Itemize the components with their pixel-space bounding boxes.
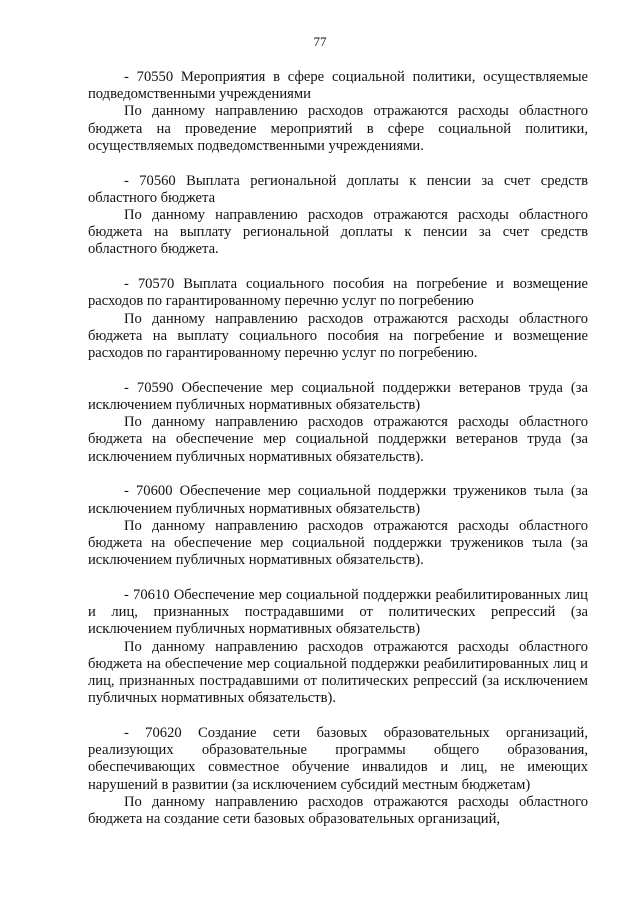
page-number: 77 — [313, 34, 327, 49]
section-70570 — [88, 276, 588, 362]
section-body: По данному направлению расходов отражаются расходы областного бюджета на создание сети базовых образовательных организаций, — [88, 793, 588, 828]
section-70600 — [88, 483, 588, 569]
document-body — [88, 69, 588, 828]
section-70590 — [88, 380, 588, 466]
section-heading: - 70550 Мероприятия в сфере социальной политики, осуществляемые подведомственными учреждениями — [88, 69, 588, 103]
section-body: По данному направлению расходов отражаются расходы областного бюджета на обеспечение мер социальной поддержки тружеников тыла (за исключением публичных нормативных обязательств). — [88, 517, 588, 569]
section-body: По данному направлению расходов отражаются расходы областного бюджета на выплату социального пособия на погребение и возмещение расходов по гарантированному перечню услуг по погребению. — [88, 310, 588, 362]
section-70620 — [88, 725, 588, 828]
section-70550 — [88, 69, 588, 155]
section-70560 — [88, 173, 588, 259]
section-70610 — [88, 587, 588, 707]
section-heading: - 70610 Обеспечение мер социальной поддержки реабилитированных лиц и лиц, признанных пострадавшими от политических репрессий (за исключением публичных нормативных обязательств) — [88, 587, 588, 638]
section-body: По данному направлению расходов отражаются расходы областного бюджета на проведение мероприятий в сфере социальной политики, осуществляемых подведомственными учреждениями. — [88, 103, 588, 154]
section-body: По данному направлению расходов отражаются расходы областного бюджета на обеспечение мер социальной поддержки реабилитированных лиц и лиц, признанных пострадавшими от политических репрессий (за исключением публичных нормативных обязательств). — [88, 638, 588, 707]
section-body: По данному направлению расходов отражаются расходы областного бюджета на обеспечение мер социальной поддержки ветеранов труда (за исключением публичных нормативных обязательств). — [88, 414, 588, 465]
section-heading: - 70570 Выплата социального пособия на погребение и возмещение расходов по гарантированному перечню услуг по погребению — [88, 276, 588, 310]
section-body: По данному направлению расходов отражаются расходы областного бюджета на выплату региональной доплаты к пенсии за счет средств областного бюджета. — [88, 207, 588, 258]
section-heading: - 70620 Создание сети базовых образовательных организаций, реализующих образовательные программы общего образования, обеспечивающих совместное обучение инвалидов и лиц, не имеющих нарушений в развитии (за исключением субсидий местным бюджетам) — [88, 725, 588, 793]
section-heading: - 70560 Выплата региональной доплаты к пенсии за счет средств областного бюджета — [88, 172, 588, 206]
section-heading: - 70590 Обеспечение мер социальной поддержки ветеранов труда (за исключением публичных нормативных обязательств) — [88, 379, 588, 414]
section-heading: - 70600 Обеспечение мер социальной поддержки тружеников тыла (за исключением публичных нормативных обязательств) — [88, 483, 588, 517]
